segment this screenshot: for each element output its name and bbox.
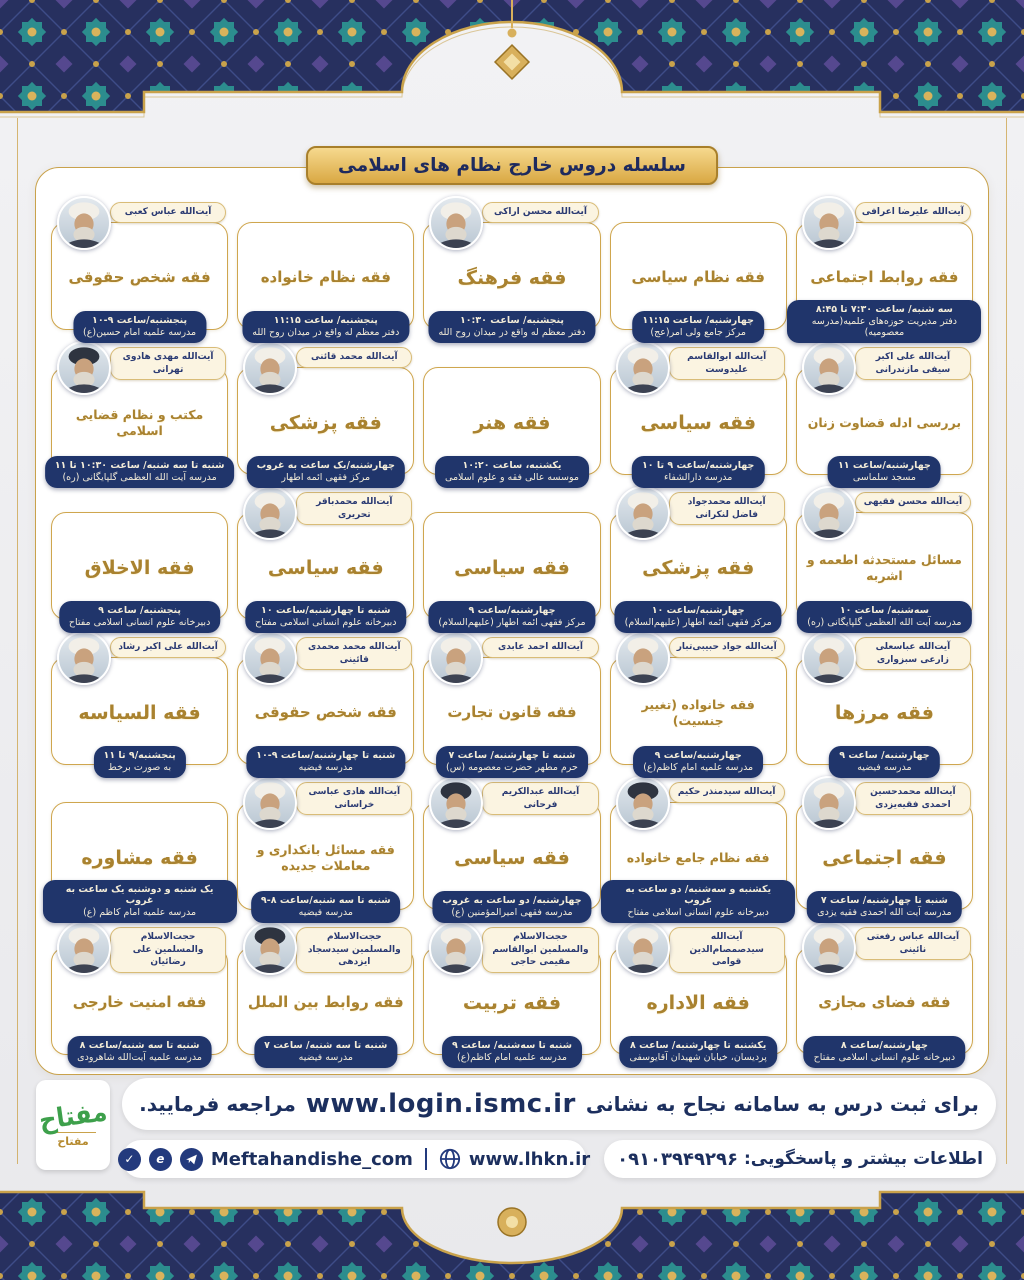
social-handle[interactable]: Meftahandishe_com — [210, 1148, 413, 1170]
schedule-pill — [43, 880, 237, 923]
cleric-photo — [616, 341, 670, 395]
course-title: فقه فرهنگ — [457, 266, 567, 289]
course-title: فقه السیاسه — [78, 701, 201, 724]
right-frame-line — [1006, 118, 1007, 1164]
course-title: فقه مرزها — [834, 701, 934, 724]
schedule-place: به صورت برخط — [108, 762, 172, 773]
schedule-place: مدرسه فقهی امیرالمؤمنین (ع) — [451, 907, 573, 918]
schedule-time: پنجشنبه/۹ تا ۱۱ — [103, 750, 176, 761]
course-title: بررسی ادله قضاوت زنان — [807, 414, 962, 430]
social-links-pill — [122, 1140, 591, 1178]
course-title: فقه امنیت خارجی — [72, 993, 207, 1012]
course-card — [48, 198, 231, 343]
header-ornament-band — [0, 0, 1024, 130]
eitaa-icon: e — [149, 1148, 172, 1171]
schedule-place: مدرسه فیضیه — [298, 762, 353, 773]
course-title: فقه شخص حقوقی — [254, 703, 397, 722]
course-title: فقه پزشکی — [269, 411, 382, 434]
course-card — [420, 488, 603, 633]
cleric-name: آیت‌الله احمد عابدی — [482, 637, 598, 658]
footer-ornament-band — [0, 1180, 1024, 1280]
schedule-pill — [828, 456, 941, 488]
cleric-name: آیت‌الله محمد قائنی — [296, 347, 412, 368]
schedule-pill — [254, 1036, 397, 1068]
course-title: فقه سیاسی — [454, 846, 570, 869]
course-title: فقه شخص حقوقی — [68, 268, 211, 287]
schedule-time: شنبه تا چهارشنبه/ساعت ۹-۱۰ — [256, 750, 396, 761]
schedule-pill — [245, 601, 406, 633]
cleric-name: آیت‌الله محمدجواد فاضل لنکرانی — [669, 492, 785, 525]
cleric-name: آیت‌الله محسن فقیهی — [855, 492, 971, 513]
cleric-photo — [802, 341, 856, 395]
cleric-photo — [57, 631, 111, 685]
logo-wordmark: مفتاح — [57, 1135, 89, 1148]
course-title: فقه نظام خانواده — [260, 268, 391, 287]
cleric-name: آیت‌الله علی اکبر سیفی مازندرانی — [855, 347, 971, 380]
schedule-time: چهارشنبه/ ساعت ۹ — [839, 750, 930, 761]
cleric-photo — [57, 921, 111, 975]
registration-text-suffix: مراجعه فرمایید. — [139, 1092, 296, 1116]
course-card — [420, 198, 603, 343]
card-row — [48, 923, 976, 1068]
course-card — [48, 633, 231, 778]
cleric-photo — [243, 341, 297, 395]
schedule-pill — [633, 746, 763, 778]
cleric-photo — [243, 921, 297, 975]
cleric-photo — [616, 921, 670, 975]
left-frame-line — [17, 118, 18, 1164]
cleric-name: آیت‌الله علی اکبر رشاد — [110, 637, 226, 658]
schedule-time: پنجشنبه/ ساعت ۱۰:۳۰ — [459, 315, 564, 326]
cleric-photo — [429, 776, 483, 830]
course-title: فقه مسائل بانکداری و معاملات جدیده — [256, 841, 395, 873]
schedule-time: پنجشنبه/ ساعت ۱۱:۱۵ — [273, 315, 378, 326]
schedule-place: موسسه عالی فقه و علوم اسلامی — [445, 472, 579, 483]
schedule-time: شنبه تا چهارشنبه/ ساعت ۷ — [448, 750, 576, 761]
course-title: مکتب و نظام قضایی اسلامی — [75, 406, 204, 438]
course-title: فقه هنر — [473, 411, 551, 434]
cleric-name: آیت‌الله ابوالقاسم علیدوست — [669, 347, 785, 380]
schedule-place: مدرسه علمیه امام کاظم(ع) — [643, 762, 754, 773]
schedule-place: مسجد سلماسی — [852, 472, 916, 483]
schedule-place: مدرسه علمیه امام کاظم (ع) — [83, 907, 197, 918]
schedule-time: شنبه تا سه‌شنبه/ ساعت ۹ — [452, 1040, 572, 1051]
phone-number: ۰۹۱۰۳۹۴۹۲۹۶ — [617, 1148, 738, 1170]
schedule-time: پنجشنبه/ساعت ۹-۱۰ — [92, 315, 188, 326]
cleric-name: آیت‌الله عباسعلی زارعی سبزواری — [855, 637, 971, 670]
schedule-time: چهارشنبه/ساعت ۹ — [468, 605, 556, 616]
course-card — [793, 633, 976, 778]
schedule-place: حرم مطهر حضرت معصومه (س) — [446, 762, 578, 773]
course-title: مسائل مستحدثه اطعمه و اشربه — [806, 551, 962, 583]
schedule-time: چهارشنبه/ساعت ۱۱ — [837, 460, 931, 471]
course-card — [48, 343, 231, 488]
course-card — [234, 488, 417, 633]
course-card — [607, 488, 790, 633]
cleric-photo — [57, 196, 111, 250]
schedule-place: دبیرخانه علوم انسانی اسلامی مفتاح — [627, 907, 769, 918]
course-title: فقه روابط اجتماعی — [810, 268, 959, 287]
course-title: فقه نظام جامع خانواده — [626, 849, 770, 865]
course-card — [607, 343, 790, 488]
course-title: فقه سیاسی — [640, 411, 757, 434]
cleric-name: آیت‌الله جواد حبیبی‌تبار — [669, 637, 785, 658]
schedule-pill — [432, 891, 591, 923]
info-label: اطلاعات بیشتر و پاسخگویی: — [743, 1149, 983, 1169]
cleric-name: آیت‌الله سیدصمصام‌الدین قوامی — [669, 927, 785, 973]
course-card — [793, 923, 976, 1068]
card-row — [48, 488, 976, 633]
cleric-name: آیت‌الله محمد محمدی قائینی — [296, 637, 412, 670]
schedule-place: مدرسه علمیه امام حسین(ع) — [83, 327, 197, 338]
cleric-name: آیت‌الله عباس کعبی — [110, 202, 226, 223]
cleric-photo — [243, 776, 297, 830]
schedule-pill — [428, 601, 595, 633]
course-card — [607, 778, 790, 923]
course-card — [48, 488, 231, 633]
cleric-name: آیت‌الله هادی عباسی خراسانی — [296, 782, 412, 815]
course-card — [234, 343, 417, 488]
schedule-pill — [67, 1036, 212, 1068]
cleric-name: آیت‌الله محمدحسین احمدی فقیه‌یزدی — [855, 782, 971, 815]
course-card — [48, 778, 231, 923]
schedule-time: شنبه تا سه شنبه/ساعت ۸ — [79, 1040, 200, 1051]
course-title: فقه قانون تجارت — [447, 703, 577, 722]
schedule-time: چهارشنبه/ساعت ۱۰ — [651, 605, 745, 616]
cleric-name: آیت‌الله عبدالکریم فرحانی — [482, 782, 598, 815]
course-title: فقه سیاسی — [454, 556, 570, 579]
header-gem-ornament — [495, 45, 529, 79]
cleric-name: آیت‌الله محسن اراکی — [482, 202, 598, 223]
cleric-name: آیت‌الله مهدی هادوی تهرانی — [110, 347, 226, 380]
website-url[interactable]: www.lhkn.ir — [468, 1148, 591, 1170]
card-row — [48, 633, 976, 778]
schedule-time: چهارشنبه/ دو ساعت به غروب — [442, 895, 582, 906]
schedule-pill — [601, 880, 795, 923]
schedule-pill — [251, 891, 401, 923]
schedule-pill — [59, 601, 220, 633]
schedule-time: شنبه تا سه شنبه/ساعت ۸-۹ — [260, 895, 391, 906]
schedule-pill — [247, 456, 405, 488]
cleric-photo — [616, 486, 670, 540]
contact-info-pill — [604, 1140, 996, 1178]
schedule-place: دفتر معظم له واقع در میدان روح الله — [438, 327, 586, 338]
schedule-time: یک شنبه و دوشنبه یک ساعت به غروب — [65, 884, 214, 906]
cleric-name: حجت‌الاسلام والمسلمین علی رضائیان — [110, 927, 226, 973]
schedule-time: چهارشنبه/ساعت ۸ — [840, 1040, 928, 1051]
cleric-photo — [243, 486, 297, 540]
course-title: فقه روابط بین الملل — [247, 993, 404, 1012]
schedule-place: دبیرخانه علوم انسانی اسلامی مفتاح — [813, 1052, 956, 1063]
schedule-time: سه شنبه/ ساعت ۷:۳۰ تا ۸:۴۵ — [815, 304, 953, 315]
registration-text-prefix: برای ثبت درس به سامانه نجاح به نشانی — [585, 1092, 979, 1116]
course-card — [234, 633, 417, 778]
cards-grid — [48, 198, 976, 1068]
course-card — [793, 778, 976, 923]
card-row — [48, 778, 976, 923]
schedule-place: دفتر معظم له واقع در میدان روح الله — [252, 327, 400, 338]
schedule-place: مرکز فقهی ائمه اطهار (علیهم‌السلام) — [624, 617, 772, 628]
cleric-name: آیت‌الله علیرضا اعرافی — [855, 202, 971, 223]
logo-calligraphy: مفتاح — [37, 1096, 109, 1136]
schedule-time: یکشنبه و سه‌شنبه/ دو ساعت به غروب — [625, 884, 772, 906]
schedule-pill — [442, 1036, 582, 1068]
schedule-place: مرکز جامع ولی امر(عج) — [650, 327, 747, 338]
globe-icon — [439, 1148, 461, 1170]
course-card — [234, 198, 417, 343]
cleric-photo — [243, 631, 297, 685]
schedule-pill — [619, 1036, 777, 1068]
schedule-place: دبیرخانه علوم انسانی اسلامی مفتاح — [68, 617, 211, 628]
virasty-icon: ✓ — [118, 1148, 141, 1171]
schedule-place: مرکز فقهی ائمه اطهار (علیهم‌السلام) — [438, 617, 586, 628]
schedule-time: چهارشنبه/ساعت ۹ تا ۱۰ — [641, 460, 755, 471]
schedule-pill — [797, 601, 971, 633]
schedule-time: شنبه تا سه شنبه/ ساعت ۱۰:۳۰ تا ۱۱ — [54, 460, 225, 471]
schedule-pill — [428, 311, 595, 343]
cleric-name: حجت‌الاسلام والمسلمین سیدسجاد ایزدهی — [296, 927, 412, 973]
course-card — [793, 198, 976, 343]
cleric-photo — [802, 486, 856, 540]
cleric-photo — [429, 631, 483, 685]
schedule-pill — [787, 300, 981, 343]
course-title: فقه تربیت — [462, 991, 562, 1014]
schedule-place: مدرسه دارالشفاء — [663, 472, 733, 483]
course-title: فقه الاخلاق — [84, 556, 195, 579]
schedule-pill — [94, 746, 186, 778]
course-title: فقه پزشکی — [642, 556, 755, 579]
course-card — [48, 923, 231, 1068]
course-card — [607, 923, 790, 1068]
course-card — [420, 778, 603, 923]
schedule-time: سه‌شنبه/ ساعت ۱۰ — [839, 605, 929, 616]
schedule-pill — [804, 1036, 965, 1068]
cleric-photo — [57, 341, 111, 395]
schedule-pill — [829, 746, 939, 778]
page-title: سلسله دروس خارج نظام های اسلامی — [306, 146, 718, 185]
schedule-pill — [615, 601, 782, 633]
main-panel — [35, 167, 989, 1075]
course-title: فقه الاداره — [646, 991, 750, 1014]
schedule-place: مدرسه علمیه امام کاظم(ع) — [457, 1052, 567, 1063]
course-card — [234, 778, 417, 923]
schedule-time: یکشنبه تا چهارشنبه/ ساعت ۸ — [629, 1040, 767, 1051]
schedule-pill — [246, 746, 405, 778]
cleric-photo — [802, 921, 856, 975]
course-title: فقه مشاوره — [81, 846, 198, 869]
cleric-name: آیت‌الله سیدمنذر حکیم — [669, 782, 785, 803]
course-card — [420, 343, 603, 488]
course-title: فقه خانواده (تغییر جنسیت) — [641, 696, 755, 728]
schedule-pill — [632, 311, 764, 343]
schedule-place: مدرسه فیضیه — [857, 762, 912, 773]
course-card — [420, 923, 603, 1068]
schedule-time: چهارشنبه/یک ساعت به غروب — [256, 460, 395, 471]
schedule-pill — [242, 311, 409, 343]
course-title: فقه سیاسی — [267, 556, 384, 579]
schedule-place: مدرسه علمیه آیت‌الله شاهرودی — [77, 1052, 202, 1063]
schedule-time: چهارشنبه/ ساعت ۱۱:۱۵ — [642, 315, 754, 326]
registration-url[interactable]: www.login.ismc.ir — [305, 1089, 576, 1119]
schedule-time: شنبه تا سه شنبه/ ساعت ۷ — [264, 1040, 388, 1051]
meftah-logo — [36, 1080, 110, 1170]
telegram-icon — [180, 1148, 203, 1171]
schedule-place: مرکز فقهی ائمه اطهار — [281, 472, 371, 483]
course-title: فقه فضای مجازی — [818, 993, 951, 1012]
registration-banner — [122, 1078, 996, 1130]
schedule-pill — [436, 746, 588, 778]
cleric-photo — [429, 921, 483, 975]
schedule-place: دفتر مدیریت حوزه‌های علمیه(مدرسه معصومیه) — [811, 316, 958, 338]
schedule-time: چهارشنبه/ساعت ۹ — [654, 750, 742, 761]
course-card — [793, 343, 976, 488]
cleric-name: آیت‌الله محمدباقر تحریری — [296, 492, 412, 525]
card-row — [48, 343, 976, 488]
course-card — [793, 488, 976, 633]
course-card — [420, 633, 603, 778]
schedule-place: مدرسه آیت الله العظمی گلپایگانی (ره) — [807, 617, 962, 628]
schedule-time: شنبه تا چهارشنبه/ ساعت ۷ — [820, 895, 948, 906]
course-title: فقه نظام سیاسی — [631, 268, 765, 287]
schedule-place: مدرسه آیت الله العظمی گلپایگانی (ره) — [62, 472, 217, 483]
course-card — [607, 198, 790, 343]
cleric-name: آیت‌الله عباس رفعتی نائینی — [855, 927, 971, 960]
cleric-photo — [616, 776, 670, 830]
schedule-place: مدرسه فیضیه — [298, 1052, 353, 1063]
schedule-time: یکشنبه، ساعت ۱۰:۲۰ — [462, 460, 562, 471]
course-card — [234, 923, 417, 1068]
schedule-pill — [45, 456, 235, 488]
footer-divider — [425, 1148, 427, 1170]
schedule-place: دبیرخانه علوم انسانی اسلامی مفتاح — [255, 617, 397, 628]
schedule-pill — [632, 456, 764, 488]
schedule-time: پنجشنبه/ ساعت ۹ — [98, 605, 181, 616]
card-row — [48, 198, 976, 343]
cleric-photo — [802, 776, 856, 830]
schedule-pill — [73, 311, 206, 343]
course-card — [607, 633, 790, 778]
cleric-photo — [616, 631, 670, 685]
schedule-place: مدرسه فیضیه — [298, 907, 353, 918]
course-title: فقه اجتماعی — [822, 846, 947, 869]
schedule-pill — [435, 456, 589, 488]
schedule-pill — [807, 891, 961, 923]
footer-gem-ornament — [498, 1208, 526, 1236]
schedule-place: مدرسه آیت الله احمدی فقیه یزدی — [817, 907, 952, 918]
schedule-place: پردیسان، خیابان شهیدان آقایوسفی — [629, 1052, 767, 1063]
cleric-photo — [429, 196, 483, 250]
cleric-photo — [802, 631, 856, 685]
cleric-name: حجت‌الاسلام والمسلمین ابوالقاسم مقیمی حاجی — [482, 927, 598, 973]
cleric-photo — [802, 196, 856, 250]
schedule-time: شنبه تا چهارشنبه/ساعت ۱۰ — [261, 605, 391, 616]
